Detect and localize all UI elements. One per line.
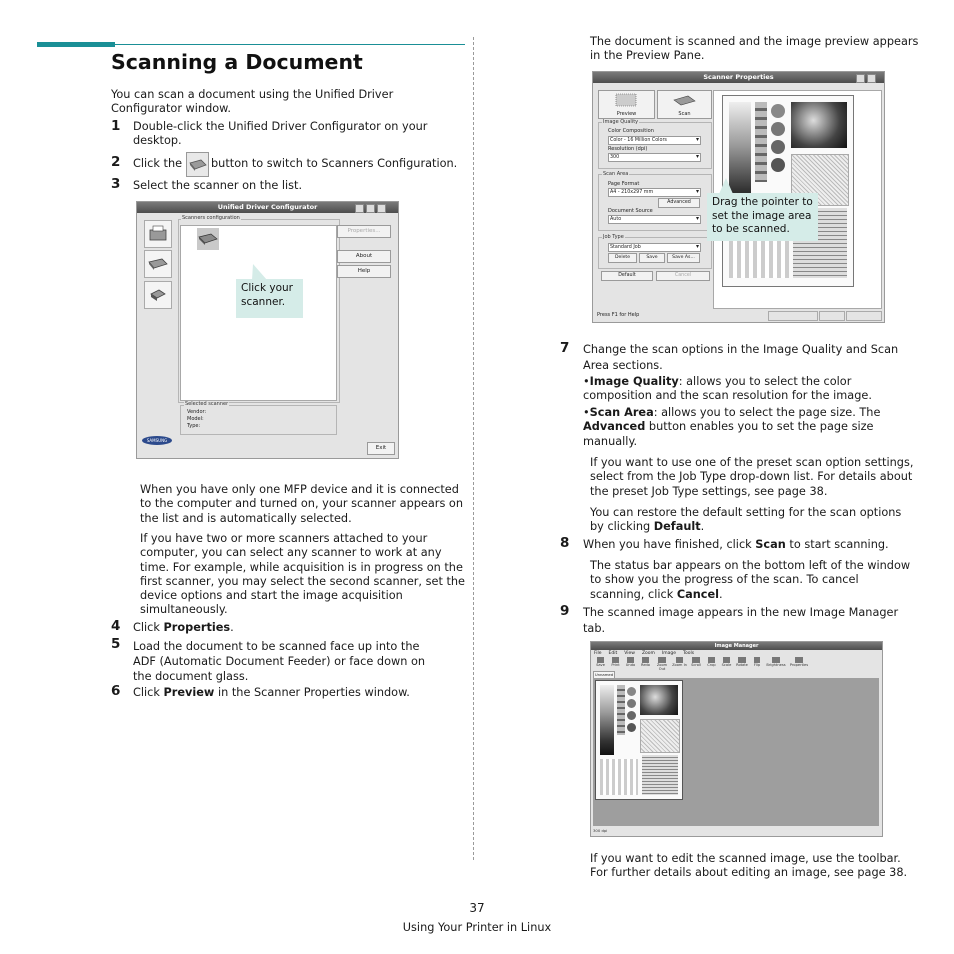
scanner-config-button-icon xyxy=(186,152,209,177)
step-6-number: 6 xyxy=(111,683,121,699)
color-composition-label: Color Composition xyxy=(608,128,654,134)
test-flower-photo xyxy=(791,102,847,148)
help-button[interactable]: Help xyxy=(337,265,391,278)
step-5-number: 5 xyxy=(111,636,121,652)
im-status-text: 300 dpi xyxy=(593,828,608,833)
sp-progress-bar xyxy=(768,311,818,321)
tool-crop[interactable]: Crop xyxy=(705,657,718,671)
step-8-text: When you have finished, click Scan to start scanning. xyxy=(583,538,889,551)
step-2-text-b: button to switch to Scanners Configuration. xyxy=(211,157,458,170)
document-source-label: Document Source xyxy=(608,208,653,214)
im-canvas[interactable] xyxy=(593,678,879,826)
bullet-scan-area: •Scan Area: allows you to select the page size. The Advanced button enables you to set the page size manually. xyxy=(583,406,881,448)
job-type-select[interactable]: Standard Job ▾ xyxy=(608,243,701,252)
menu-file[interactable]: File xyxy=(594,651,602,656)
menu-tools[interactable]: Tools xyxy=(683,651,695,656)
model-label: Model: xyxy=(187,416,204,422)
im-circle-2 xyxy=(627,699,636,708)
save-button[interactable]: Save xyxy=(639,253,665,263)
save-as-button[interactable]: Save As... xyxy=(667,253,700,263)
test-circle-3 xyxy=(771,140,785,154)
im-bars xyxy=(617,685,625,735)
tool-scale[interactable]: Scale xyxy=(720,657,733,671)
minimize-icon[interactable] xyxy=(366,204,375,213)
step-3-text: Select the scanner on the list. xyxy=(133,179,303,192)
im-circle-1 xyxy=(627,687,636,696)
im-circle-4 xyxy=(627,723,636,732)
vendor-label: Vendor: xyxy=(187,409,207,415)
printer-config-icon[interactable] xyxy=(144,220,172,248)
ports-config-icon[interactable] xyxy=(144,281,172,309)
im-flower-photo xyxy=(640,685,678,715)
help-icon[interactable] xyxy=(355,204,364,213)
step-6-text: Click Preview in the Scanner Properties window. xyxy=(133,686,410,699)
properties-button[interactable]: Properties... xyxy=(337,225,391,238)
sp-status-text: Press F1 for Help xyxy=(597,312,640,318)
step-1-number: 1 xyxy=(111,118,121,134)
step-3-number: 3 xyxy=(111,176,121,192)
image-manager-window xyxy=(590,641,883,837)
udc-titlebar: Unified Driver Configurator xyxy=(137,202,398,213)
menu-image[interactable]: Image xyxy=(661,651,677,656)
intro-text: You can scan a document using the Unified Driver Configurator window. xyxy=(111,88,394,116)
bullet-image-quality: •Image Quality: allows you to select the color composition and the scan resolution for the image. xyxy=(583,375,872,403)
preview-button[interactable] xyxy=(598,90,655,119)
step-9-text: The scanned image appears in the new Image Manager tab. xyxy=(583,606,899,635)
delete-button[interactable]: Delete xyxy=(608,253,637,263)
job-type-label: Job Type xyxy=(603,234,624,240)
im-circle-3 xyxy=(627,711,636,720)
tool-redo[interactable]: Redo xyxy=(639,657,652,671)
scan-area-label: Scan Area xyxy=(603,171,629,177)
sp-status-field xyxy=(819,311,845,321)
edit-paragraph: If you want to edit the scanned image, use the toolbar. For further details about editing an image, see page 38. xyxy=(590,852,908,880)
image-quality-label: Image Quality xyxy=(603,119,639,125)
step-1-text: Double-click the Unified Driver Configurator on your desktop. xyxy=(133,120,428,148)
page-title: Scanning a Document xyxy=(111,50,363,74)
scan-button[interactable] xyxy=(657,90,712,119)
step-7-text: Change the scan options in the Image Quality and Scan Area sections. xyxy=(583,343,899,372)
restore-paragraph: You can restore the default setting for the scan options by clicking Default. xyxy=(590,506,902,534)
resolution-select[interactable]: 300 ▾ xyxy=(608,153,701,162)
test-bars xyxy=(755,102,767,182)
two-scanners-paragraph: If you have two or more scanners attached to your computer, you can select any scanner to work at any time. For example, while acquisition is in progress on the first scanner, you may select the second scanner, set the device options and start the image acquisition simultaneously. xyxy=(140,532,466,617)
page-format-select[interactable]: A4 - 210x297 mm ▾ xyxy=(608,188,701,197)
sp-callout: Drag the pointer to set the image area to be scanned. xyxy=(707,193,818,241)
one-mfp-paragraph: When you have only one MFP device and it is connected to the computer and turned on, your scanner appears on the list and is automatically selected. xyxy=(140,483,463,525)
im-titlebar: Image Manager xyxy=(591,642,882,650)
scanner-list-item[interactable] xyxy=(197,228,219,250)
scan-button-label: Scan xyxy=(678,111,691,117)
tool-zoom-in[interactable]: Zoom In xyxy=(672,657,687,671)
im-gray-scale xyxy=(600,685,614,755)
page-format-label: Page Format xyxy=(608,181,640,187)
about-button[interactable]: About xyxy=(337,250,391,263)
minimize-icon[interactable] xyxy=(856,74,865,83)
type-label: Type: xyxy=(187,423,201,429)
close-icon[interactable] xyxy=(867,74,876,83)
status-paragraph: The status bar appears on the bottom left of the window to show you the progress of the scan. To cancel scanning, click Cancel. xyxy=(590,559,911,601)
step-9-number: 9 xyxy=(560,603,570,619)
color-composition-select[interactable]: Color - 16 Million Colors ▾ xyxy=(608,136,701,145)
tool-zoom-out[interactable]: Zoom Out xyxy=(654,657,670,671)
preview-page xyxy=(722,95,854,287)
im-scanned-image xyxy=(595,680,683,800)
document-source-select[interactable]: Auto ▾ xyxy=(608,215,701,224)
im-toolbar xyxy=(594,657,879,671)
resolution-label: Resolution (dpi) xyxy=(608,146,648,152)
tool-print[interactable]: Print xyxy=(609,657,622,671)
step-5-text: Load the document to be scanned face up into the ADF (Automatic Document Feeder) or face down on the document glass. xyxy=(133,640,426,683)
exit-button[interactable]: Exit xyxy=(367,442,395,455)
menu-view[interactable]: View xyxy=(624,651,635,656)
column-divider xyxy=(473,37,474,860)
udc-callout: Click your scanner. xyxy=(236,279,303,318)
tool-save[interactable]: Save xyxy=(594,657,607,671)
step-7-number: 7 xyxy=(560,340,570,356)
im-text-block xyxy=(642,755,678,795)
tool-undo[interactable]: Undo xyxy=(624,657,637,671)
advanced-button[interactable]: Advanced xyxy=(658,198,700,208)
step-2-text-a: Click the xyxy=(133,157,183,170)
default-button[interactable]: Default xyxy=(601,271,653,281)
samsung-logo: SAMSUNG xyxy=(142,436,172,445)
im-menubar xyxy=(594,651,694,656)
preview-note: The document is scanned and the image preview appears in the Preview Pane. xyxy=(590,35,919,63)
tool-brightness[interactable]: Brightness xyxy=(765,657,787,671)
test-circle-2 xyxy=(771,122,785,136)
sp-titlebar: Scanner Properties xyxy=(593,72,884,83)
step-2-number: 2 xyxy=(111,154,121,170)
test-circle-4 xyxy=(771,158,785,172)
close-icon[interactable] xyxy=(377,204,386,213)
im-pattern xyxy=(600,759,638,795)
step-4-number: 4 xyxy=(111,618,121,634)
selected-scanner-label: Selected scanner xyxy=(185,401,229,407)
step-4-text: Click Properties. xyxy=(133,621,234,634)
page-footer: Using Your Printer in Linux xyxy=(402,921,552,934)
menu-edit[interactable]: Edit xyxy=(608,651,618,656)
udc-window xyxy=(136,201,399,459)
tool-properties[interactable]: Properties xyxy=(789,657,809,671)
cancel-button[interactable]: Cancel xyxy=(656,271,710,281)
preset-paragraph: If you want to use one of the preset scan option settings, select from the Job Type drop-down list. For details about the preset Job Type settings, see page 38. xyxy=(590,456,914,498)
sp-status-field-2 xyxy=(846,311,882,321)
page-number: 37 xyxy=(469,901,485,915)
step-8-number: 8 xyxy=(560,535,570,551)
menu-zoom[interactable]: Zoom xyxy=(641,651,655,656)
preview-button-label: Preview xyxy=(616,111,637,117)
tool-scroll[interactable]: Scroll xyxy=(689,657,703,671)
im-tab-unnamed[interactable]: Unnamed xyxy=(594,672,614,677)
header-accent-bar xyxy=(37,42,115,47)
scanner-config-icon[interactable] xyxy=(144,250,172,278)
scanners-config-label: Scanners configuration xyxy=(182,215,240,221)
tool-flip[interactable]: Flip xyxy=(751,657,763,671)
header-rule xyxy=(115,44,465,45)
tool-rotate[interactable]: Rotate xyxy=(735,657,749,671)
im-map xyxy=(640,719,680,753)
test-circle-1 xyxy=(771,104,785,118)
